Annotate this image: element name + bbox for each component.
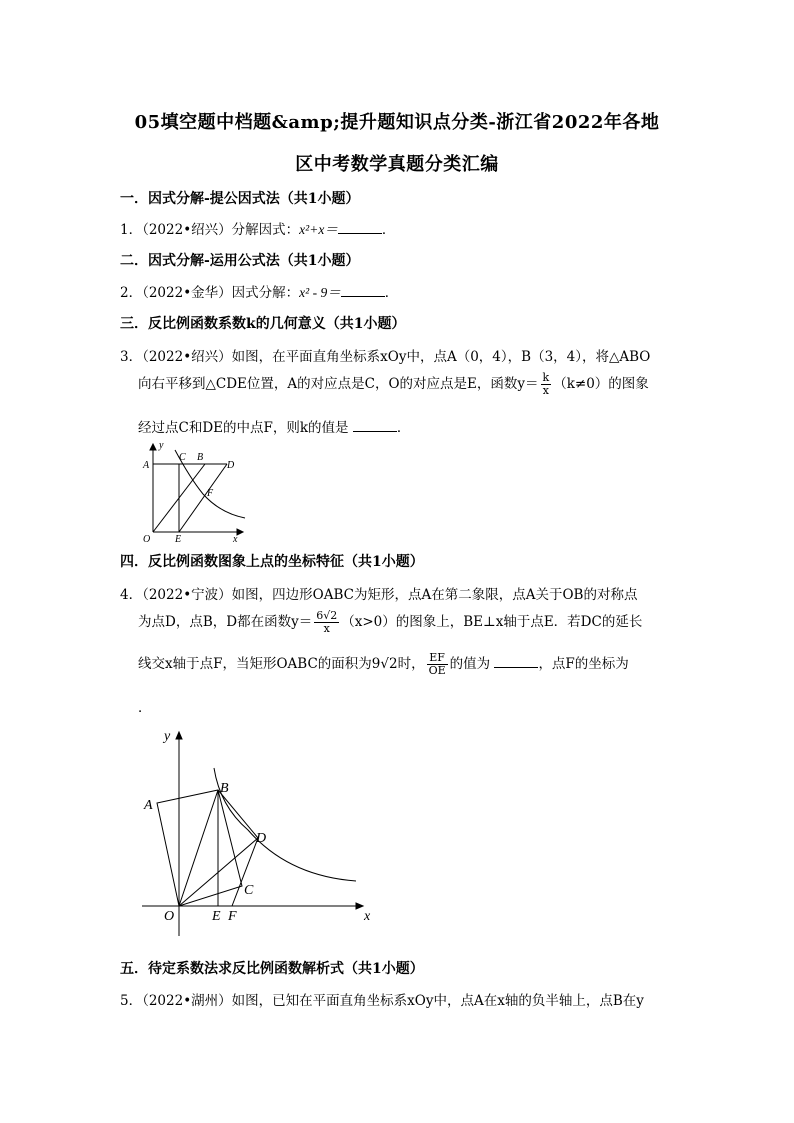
section-heading-1: 一．因式分解-提公因式法（共1小题） (120, 191, 360, 207)
math-expression: x²+x＝ (299, 222, 338, 237)
label-x: x (233, 534, 238, 545)
question-4-line-4: ． (138, 700, 152, 716)
label-B: B (220, 781, 229, 796)
question-4-line-3 (138, 652, 629, 677)
document-title-line2: 区中考数学真题分类汇编 (295, 154, 499, 175)
answer-blank[interactable] (338, 221, 382, 234)
question-end: ． (381, 222, 396, 238)
text-segment: 线交x轴于点F，当矩形OABC的面积为9√2时， (138, 656, 425, 672)
math-expression: x² - 9＝ (299, 285, 341, 300)
fraction-numerator: 6√2 (316, 609, 338, 622)
section-heading-2: 二．因式分解-运用公式法（共1小题） (120, 253, 360, 269)
answer-blank[interactable] (341, 284, 385, 297)
label-y: y (159, 440, 164, 451)
section-heading-4: 四．反比例函数图象上点的坐标特征（共1小题） (120, 554, 424, 570)
question-3-line-3 (138, 416, 410, 436)
text-segment: 经过点C和DE的中点F，则k的值是 (138, 420, 349, 436)
figure-4-diagram (138, 726, 388, 941)
question-3-line-2 (138, 372, 649, 397)
question-1 (120, 218, 395, 238)
text-segment: （k≠0）的图象 (553, 376, 649, 392)
fraction (314, 610, 339, 635)
question-end: ． (384, 285, 399, 301)
question-4-line-1: 4．（2022•宁波）如图，四边形OABC为矩形，点A在第二象限，点A关于OB的对称点 (120, 587, 638, 603)
label-A: A (143, 460, 150, 471)
fraction-numerator: k (542, 371, 550, 384)
label-O: O (143, 534, 151, 545)
text-segment: ，点F的坐标为 (538, 656, 629, 672)
label-O: O (164, 909, 175, 924)
question-source: （2022•绍兴）分解因式： (142, 222, 300, 238)
section-heading-5: 五．待定系数法求反比例函数解析式（共1小题） (120, 961, 424, 977)
answer-blank[interactable] (353, 419, 397, 432)
question-number: 2． (120, 285, 143, 301)
fraction-denominator: x (542, 384, 549, 397)
label-E: E (212, 909, 221, 924)
fraction (541, 372, 552, 397)
label-x: x (364, 909, 371, 924)
label-F: F (207, 488, 214, 499)
section-heading-3: 三．反比例函数系数k的几何意义（共1小题） (120, 316, 406, 332)
answer-blank[interactable] (494, 655, 538, 668)
label-A: A (144, 798, 153, 813)
text-segment: 为点D，点B，D都在函数y＝ (138, 614, 313, 630)
fraction (427, 652, 448, 677)
text-segment: ． (396, 420, 411, 436)
label-B: B (197, 452, 204, 463)
label-E: E (175, 534, 182, 545)
fraction-numerator: EF (427, 652, 448, 665)
question-3-line-1: 3．（2022•绍兴）如图，在平面直角坐标系xOy中，点A（0，4），B（3，4），将△ABO (120, 349, 651, 365)
label-y: y (164, 729, 171, 744)
question-number: 1． (120, 222, 143, 238)
label-C: C (179, 452, 186, 463)
question-2 (120, 281, 398, 301)
question-source: （2022•金华）因式分解： (142, 285, 300, 301)
fraction-denominator: OE (428, 664, 446, 677)
label-D: D (256, 831, 267, 846)
document-title-line1: 05填空题中档题&amp;提升题知识点分类-浙江省2022年各地 (134, 112, 660, 133)
text-segment: 的值为 (449, 656, 491, 672)
text-segment: （x>0）的图象上，BE⊥x轴于点E．若DC的延长 (341, 614, 643, 630)
label-D: D (227, 460, 235, 471)
label-F: F (228, 909, 237, 924)
question-5-line-1: 5．（2022•湖州）如图，已知在平面直角坐标系xOy中，点A在x轴的负半轴上，点B在y (120, 993, 644, 1009)
fraction-denominator: x (323, 622, 330, 635)
text-segment: 向右平移到△CDE位置，A的对应点是C，O的对应点是E，函数y＝ (138, 376, 539, 392)
label-C: C (244, 883, 254, 898)
figure-3-diagram (135, 438, 255, 548)
question-4-line-2 (138, 610, 642, 635)
